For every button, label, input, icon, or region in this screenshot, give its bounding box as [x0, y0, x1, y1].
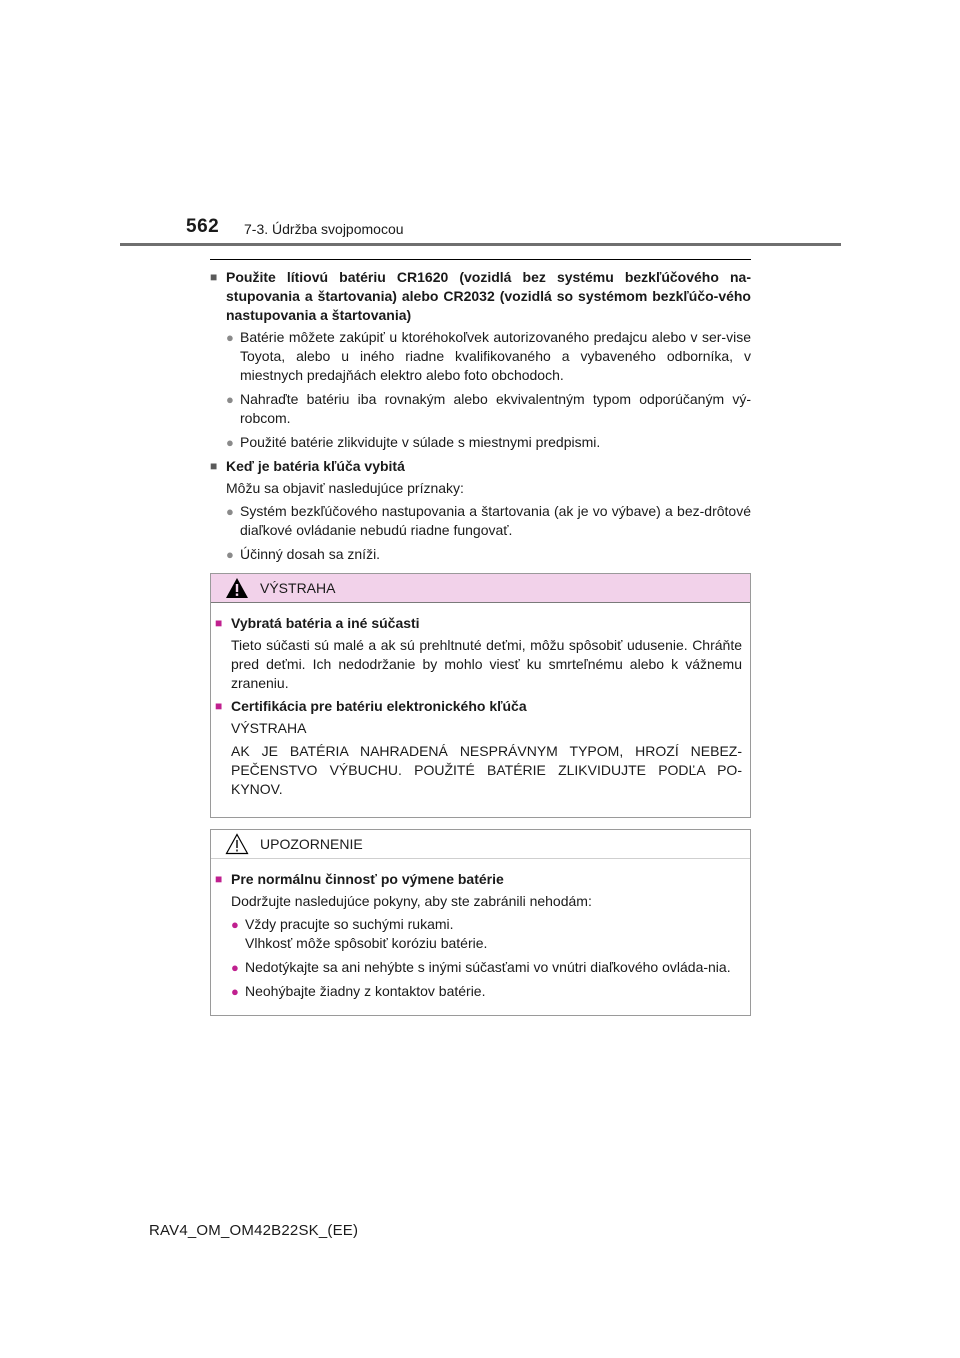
circle-bullet-icon: ● [226, 504, 234, 519]
warning-item-text: Tieto súčasti sú malé a ak sú prehltnuté deťmi, môžu spôsobiť udusenie. Chráňte pred deťmi. Ich nedodržanie by mohlo viesť ku smrteľnému alebo k vážnemu zraneniu. [231, 637, 742, 691]
warning-item-heading [215, 614, 742, 633]
list-item-text [245, 915, 742, 953]
notice-box [210, 829, 751, 1016]
list-item [210, 545, 751, 564]
square-bullet-icon: ■ [210, 270, 218, 284]
list-item-line: Vlhkosť môže spôsobiť koróziu batérie. [245, 935, 488, 951]
warning-item-heading [215, 697, 742, 716]
warning-item-text: AK JE BATÉRIA NAHRADENÁ NESPRÁVNYM TYPOM, HROZÍ NEBEZ-PEČENSTVO VÝBUCHU. POUŽITÉ BATÉRIE ZLIKVIDUJTE PODĽA PO-KYNOV. [231, 743, 742, 797]
main-content [210, 259, 751, 1016]
circle-bullet-icon: ● [231, 917, 239, 932]
list-item [210, 433, 751, 452]
square-bullet-icon: ■ [215, 616, 223, 630]
section-heading [210, 268, 751, 325]
notice-box-header [211, 830, 750, 859]
warning-item-heading-text: Vybratá batéria a iné súčasti [231, 615, 420, 631]
square-bullet-icon: ■ [210, 459, 218, 473]
content-top-divider [210, 259, 751, 260]
list-item [210, 390, 751, 428]
notice-heading-text: Pre normálnu činnosť po výmene batérie [231, 871, 504, 887]
list-item [215, 915, 742, 953]
section-title: 7-3. Údržba svojpomocou [244, 221, 404, 237]
page-number: 562 [186, 216, 220, 237]
section-heading [210, 457, 751, 476]
notice-box-body [211, 859, 750, 1015]
list-item [210, 502, 751, 540]
warning-box-body [211, 603, 750, 817]
list-item-text: Batérie môžete zakúpiť u ktoréhokoľvek autorizovaného predajcu alebo v ser-vise Toyota, alebo u iného riadne kvalifikovaného a vybaveného odborníka, v miestnych predajňách elektro alebo foto obchodoch. [240, 329, 751, 383]
warning-triangle-icon [225, 577, 249, 599]
warning-box [210, 573, 751, 818]
section-intro: Môžu sa objaviť nasledujúce príznaky: [226, 480, 464, 496]
document-code: RAV4_OM_OM42B22SK_(EE) [149, 1222, 359, 1239]
circle-bullet-icon: ● [226, 547, 234, 562]
circle-bullet-icon: ● [226, 392, 234, 407]
list-item-line: Vždy pracujte so suchými rukami. [245, 916, 454, 932]
square-bullet-icon: ■ [215, 872, 223, 886]
notice-heading [215, 870, 742, 889]
header-divider [120, 243, 841, 246]
circle-bullet-icon: ● [226, 435, 234, 450]
warning-box-title: VÝSTRAHA [260, 580, 336, 596]
notice-box-title: UPOZORNENIE [260, 836, 363, 852]
list-item-text: Účinný dosah sa zníži. [240, 546, 381, 562]
list-item-text: Nahraďte batériu iba rovnakým alebo ekvivalentným typom odporúčaným vý-robcom. [240, 391, 751, 426]
circle-bullet-icon: ● [231, 960, 239, 975]
caution-triangle-icon [225, 833, 249, 855]
circle-bullet-icon: ● [231, 984, 239, 999]
notice-intro: Dodržujte nasledujúce pokyny, aby ste zabránili nehodám: [231, 893, 592, 909]
list-item-text: Použité batérie zlikvidujte v súlade s miestnymi predpismi. [240, 434, 601, 450]
warning-item-heading-text: Certifikácia pre batériu elektronického kľúča [231, 698, 527, 714]
list-item-text: Systém bezkľúčového nastupovania a štartovania (ak je vo výbave) a bez-drôtové diaľkové ovládanie nebudú riadne fungovať. [240, 503, 751, 538]
list-item-text: Nedotýkajte sa ani nehýbte s inými súčasťami vo vnútri diaľkového ovláda-nia. [245, 959, 731, 975]
warning-box-header [211, 574, 750, 603]
warning-item-label: VÝSTRAHA [231, 720, 307, 736]
list-item [215, 958, 742, 977]
list-item [210, 328, 751, 385]
section-heading-text: Keď je batéria kľúča vybitá [226, 458, 405, 474]
circle-bullet-icon: ● [226, 330, 234, 345]
square-bullet-icon: ■ [215, 699, 223, 713]
list-item [215, 982, 742, 1001]
list-item-text: Neohýbajte žiadny z kontaktov batérie. [245, 983, 486, 999]
section-heading-text: Použite lítiovú batériu CR1620 (vozidlá bez systému bezkľúčového na-stupovania a štartovania) alebo CR2032 (vozidlá so systémom bezkľúčo-vého nastupovania a štartovania) [226, 269, 751, 323]
